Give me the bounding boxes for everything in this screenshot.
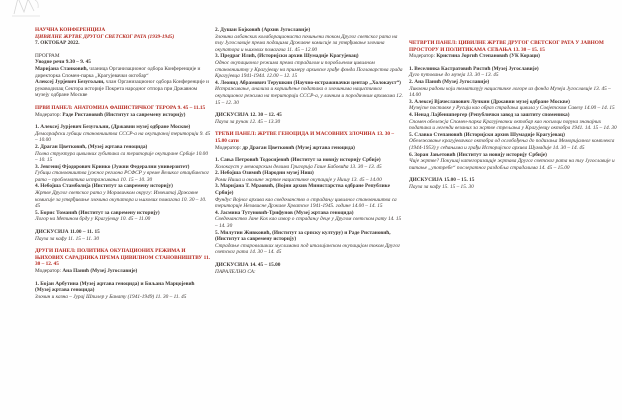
program-line: 4. Јасмина Тутуновић-Трифунов (Музеј жртава геноцида) (215, 209, 354, 216)
program-line: 5. Борис Томанић (Институт за савремену историју) (35, 209, 160, 216)
speaker-name: Раде Ристановић (Институт за савремену историју) (62, 111, 186, 118)
program-line: 3. Предраг Илић, (Историјски архив Шумадије Крагујевац) (215, 53, 359, 60)
program-line: 4. Леонид Абрамович Терушкин (Научно-истраживачки центар „Холокауст“) (215, 79, 401, 86)
program-line: Однос окупационог режима према страдалом и поробљеном цивилном становништву у Крагујевцу на примеру архивске грађе фонда Поглаварства града Крагујевца 1941-1944. 12.00 – 12. 15 (215, 59, 403, 80)
program-line: 2. Ана Панић (Музеј Југославије) (409, 78, 490, 85)
program-line: 4. Небојша Стамболија (Институт за савремену историју) (35, 183, 173, 190)
program-line: 3. Маријана Т. Мраовић, (Војни архив Министарства одбране Републике Србије) (215, 183, 390, 197)
program-line: 6. Зоран Јањетовић (Институт за новију историју Србије) (409, 151, 547, 158)
program-line: Сведочанство Јане Кох као извор о страдању деце у Другом светском рату 14. 15 – 14. 30 (215, 216, 402, 230)
program-line: Роми Ниша и околине жртве нацистичке окупације у Нишу 13. 45 – 14.00 (215, 176, 382, 183)
program-line: ЦИВИЛНЕ ЖРТВЕ ДРУГОГ СВЕТСКОГ РАТА (1939-1945) (35, 33, 175, 40)
program-line: 3. Јевгениј Фјодорович Кринко (Јужни Федерални универзитет) (35, 163, 190, 170)
program-line: Логор на Метином брду у Крагујевцу 10. 45 – 11.00 (35, 216, 151, 223)
program-line: 5. Славко Степановић (Историјски архив Шумадије Крагујевац) (409, 131, 565, 138)
program-line: 1. Бојан Арбутина (Музеј жртава геноцида) и Биљана Марцојевић (Музеј жртава геноцида) (35, 280, 195, 294)
program-line: 5. Милутин Живковић, (Институт за српску културу) и Раде Ристановић, (Институт за савремену историју) (215, 229, 391, 243)
program-line: ПРВИ ПАНЕЛ: АНАТОМИЈА ФАШИСТИЧКОГ ТЕРОРА 9. 45 – 11.15 (35, 104, 206, 111)
program-line: ДИСКУСИЈА 12. 30 – 12. 45 (215, 112, 282, 119)
speaker-name: Кристина Јоргић Степановић (УК Кораци) (436, 53, 540, 60)
program-line: Модератор: Раде Ристановић (Институт за савремену историју) (35, 111, 186, 118)
program-line: Страдање старовлашких муслимана под италијанском окупацијом током Другог светског рата 14. 30 – 14. 45 (215, 242, 401, 256)
program-line: Чије жртве? Покушај категоризације жртава Другог светског рата на тлу Југославије и питање „употребе“ послератног раздобља страдалима 14. 45 – 15.00 (409, 158, 615, 171)
program-line: ТРЕЋИ ПАНЕЛ: ЖРТВЕ ГЕНОЦИДА И МАСОВНИХ ЗЛОЧИНА 13. 30 – 15.00 сати (215, 131, 395, 144)
program-line: Полна структура цивилних губитака са територије окупиране Србије 10.00 – 10. 15 (35, 150, 208, 164)
corner-stamp-icon (10, 0, 44, 23)
program-line: Музејске поставке у Русији као образ страдања цивила у Совјетском Савезу 14.00 – 14. 15 (409, 105, 615, 112)
program-line: Дуго путовање до музеја 13. 30 – 13. 45 (409, 72, 499, 79)
program-line: 1. Алексеј Јурјевич Безугољни, (Државни музеј одбране Москве) (35, 124, 191, 131)
program-line: Злочини албанских колаборациониста почињени током Другог светског рата на тлу Југославије према подацима Државне комисије за утврђивање злочина окупатора и њихових помагача 11. 45 – 12.00 (215, 33, 398, 53)
program-column-3 (409, 40, 617, 190)
program-line: Злочин и казна – Јурај Шпилер у Банату (1941-1949) 11. 30 – 11. 45 (35, 293, 187, 300)
program-column-1 (35, 27, 211, 300)
program-line: Истраживање, анализа и коришћење података о злочинима нацистичког окупационог режима на територији СССР-а, у личним и породичним архивама 12. 15 – 12. 30 (215, 86, 403, 106)
program-line: 1. Веселинка Кастратовић Ристић (Музеј Југославије) (409, 65, 539, 72)
program-line: 2. Небојша Озимић (Народни музеј Ниш) (215, 170, 314, 177)
program-column-2 (215, 27, 403, 275)
program-line: ПРОГРАМ (35, 52, 60, 59)
program-line: Модератор: др Драган Цветковић (Музеј жртава геноцида) (215, 144, 355, 151)
program-line: Демографски губици становништва СССР-а на окупираној територији 9. 45 – 10.00 (35, 130, 211, 144)
program-line: Алексеј Јурјевич Безугољни, члан Организационог одбора Конференције и руководилац Сектора историје Покрета народног отпора при Државном музеју одбране Москве (35, 79, 209, 99)
program-line: 1. Сања Петровић Тодосијевић (Институт за новију историју Србије) (215, 157, 381, 164)
program-line: 2. Драган Цветковић, (Музеј жртава геноцида) (35, 143, 148, 150)
program-line: Маријана Станковић, чланица Организационог одбора Конференције и директорка Спомен-парка „Крагујевачки октобар“ (35, 65, 201, 79)
program-line: ПАРАЛЕЛНО СА: (215, 268, 256, 275)
program-line: Пауза за ручак 12. 45 – 13.30 (215, 118, 281, 125)
speaker-name: др Драган Цветковић (Музеј жртава геноцида) (242, 144, 355, 151)
program-line: Пауза за кафу 11. 15 – 11. 30 (35, 235, 100, 242)
program-line: Уводне речи 9.30 – 9. 45 (35, 59, 91, 66)
speaker-name: Маријана Станковић, (35, 65, 88, 72)
program-line: ЧЕТВРТИ ПАНЕЛ: ЦИВИЛНЕ ЖРТВЕ ДРУГОГ СВЕТСКОГ РАТА У ЈАВНОМ ПРОСТОРУ И ПОЛИТИКАМА СЕЋАЊА 13. 30 – 15. 15 (409, 40, 604, 53)
program-line: Спомен обележја Спомен-парка Крагујевачки октобар као носиоци порука значајних података и легенди везаних за жртве стрељања у Крагујевцу октобра 1941. 14. 15 – 14. 30 (409, 118, 617, 132)
program-line: 2. Душан Бојковић (Архив Југославије) (215, 27, 311, 33)
program-line: Ликовни радови који тематизују нацистичке логоре из фонда Музеја Југославије 13. 45 – 14.00 (409, 85, 611, 99)
program-line: ДРУГИ ПАНЕЛ: ПОЛИТИКА ОКУПАЦИОНИХ РЕЖИМА И ЊИХОВИХ САРАДНИКА ПРЕМА ЦИВИЛНОМ СТАНОВНИШТВУ 11. 30 – 12. 45 (35, 248, 210, 268)
program-line: 7. ОКТОБАР 2022. (35, 40, 80, 47)
program-line: НАУЧНА КОНФЕРЕНЦИЈА (35, 27, 106, 33)
speaker-name: Ана Панић (Музеј Југославије) (62, 268, 138, 274)
speaker-name: Алексеј Јурјевич Безугољни, (35, 79, 105, 86)
program-line: Фундус Војног архива као сведочанство о страдању цивилног становништва са територије Независне Државе Хрватске 1941-1945. године 14.00 – 14. 15 (215, 196, 397, 210)
program-line: Губици становништва јужног региона РСФСР у време Великог отаџбинског рата – проблематика истраживања 10. 15 – 10. 30 (35, 170, 209, 183)
program-line: ДИСКУСИЈА 15.00 – 15. 15 (409, 177, 475, 184)
program-line: Модератор: Кристина Јоргић Степановић (УК Кораци) (409, 53, 540, 60)
program-line: Пауза за кафу 15. 15 – 15. 30 (409, 183, 474, 190)
program-line: Обележавање крагујевачког октобра од ослобођења до подизања Меморијалног комплекса (1944-1953) у сећањима и грађи Историјског архива Шумадије 14. 30 – 14. 45 (409, 138, 615, 151)
program-line: Жртве Другог светског рата у Моравичком округу: Извештај Државне комисије за утврђивање злочина окупатора и њихових помагача 10. 30 – 10. 45 (35, 190, 207, 210)
program-line: ДИСКУСИЈА 11.00 – 11. 15 (35, 229, 100, 236)
program-line: Модератор: Ана Панић (Музеј Југославије) (35, 268, 138, 274)
program-line: ДИСКУСИЈА 14. 45 – 15.00 (215, 262, 281, 268)
program-line: 4. Ненад Лајбеншпергер (Републички завод за заштиту споменика) (409, 111, 570, 118)
program-line: 3. Алексеј Вјачеславович Лучкин (Државни музеј одбране Москве) (409, 98, 570, 105)
program-line: Холокауст у мемоарским делима Григорија Гаше Бабовића 13. 30 – 13. 45 (215, 163, 382, 170)
